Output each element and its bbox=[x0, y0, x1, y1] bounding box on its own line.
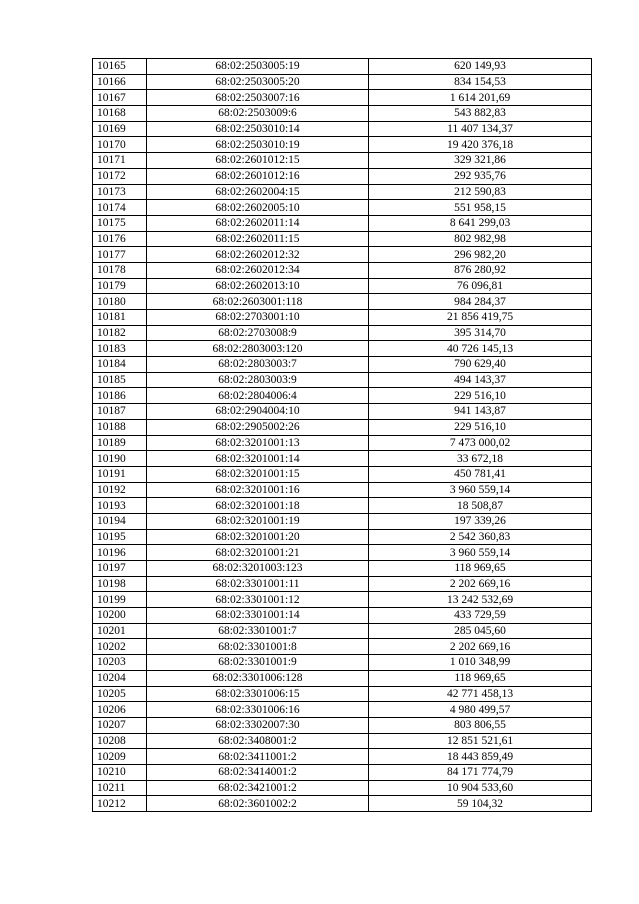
cadastral-value-cell: 4 980 499,57 bbox=[369, 702, 592, 718]
row-number-cell: 10194 bbox=[93, 513, 147, 529]
cadastral-number-cell: 68:02:2601012:16 bbox=[147, 168, 369, 184]
cadastral-value-cell: 212 590,83 bbox=[369, 184, 592, 200]
cadastral-value-cell: 33 672,18 bbox=[369, 451, 592, 467]
cadastral-number-cell: 68:02:2503005:20 bbox=[147, 74, 369, 90]
cadastral-value-cell: 84 171 774,79 bbox=[369, 764, 592, 780]
table-row bbox=[93, 325, 592, 341]
table-row bbox=[93, 106, 592, 122]
table-row bbox=[93, 200, 592, 216]
table-row bbox=[93, 733, 592, 749]
cadastral-number-cell: 68:02:3414001:2 bbox=[147, 764, 369, 780]
cadastral-value-cell: 984 284,37 bbox=[369, 294, 592, 310]
row-number-cell: 10165 bbox=[93, 59, 147, 75]
table-row bbox=[93, 498, 592, 514]
table-row bbox=[93, 435, 592, 451]
row-number-cell: 10202 bbox=[93, 639, 147, 655]
table-row bbox=[93, 90, 592, 106]
table-row bbox=[93, 717, 592, 733]
cadastral-number-cell: 68:02:3201001:18 bbox=[147, 498, 369, 514]
cadastral-number-cell: 68:02:2601012:15 bbox=[147, 153, 369, 169]
cadastral-number-cell: 68:02:3201001:16 bbox=[147, 482, 369, 498]
cadastral-value-cell: 21 856 419,75 bbox=[369, 310, 592, 326]
row-number-cell: 10184 bbox=[93, 357, 147, 373]
cadastral-number-cell: 68:02:2503005:19 bbox=[147, 59, 369, 75]
cadastral-number-cell: 68:02:2703001:10 bbox=[147, 310, 369, 326]
cadastral-number-cell: 68:02:2603001:118 bbox=[147, 294, 369, 310]
table-row bbox=[93, 231, 592, 247]
table-row bbox=[93, 749, 592, 765]
table-row bbox=[93, 372, 592, 388]
table-row bbox=[93, 764, 592, 780]
cadastral-value-cell: 285 045,60 bbox=[369, 623, 592, 639]
cadastral-value-cell: 10 904 533,60 bbox=[369, 780, 592, 796]
cadastral-number-cell: 68:02:3408001:2 bbox=[147, 733, 369, 749]
row-number-cell: 10172 bbox=[93, 168, 147, 184]
table-row bbox=[93, 215, 592, 231]
table-row bbox=[93, 608, 592, 624]
cadastral-number-cell: 68:02:3201001:15 bbox=[147, 466, 369, 482]
row-number-cell: 10193 bbox=[93, 498, 147, 514]
table-row bbox=[93, 184, 592, 200]
table-row bbox=[93, 670, 592, 686]
row-number-cell: 10188 bbox=[93, 419, 147, 435]
cadastral-value-cell: 3 960 559,14 bbox=[369, 482, 592, 498]
row-number-cell: 10191 bbox=[93, 466, 147, 482]
row-number-cell: 10192 bbox=[93, 482, 147, 498]
cadastral-number-cell: 68:02:3301006:16 bbox=[147, 702, 369, 718]
cadastral-value-cell: 292 935,76 bbox=[369, 168, 592, 184]
cadastral-value-cell: 11 407 134,37 bbox=[369, 121, 592, 137]
table-row bbox=[93, 137, 592, 153]
cadastral-number-cell: 68:02:2803003:120 bbox=[147, 341, 369, 357]
table-row bbox=[93, 545, 592, 561]
cadastral-value-cell: 329 321,86 bbox=[369, 153, 592, 169]
table-row bbox=[93, 702, 592, 718]
table-row bbox=[93, 262, 592, 278]
cadastral-value-cell: 876 280,92 bbox=[369, 262, 592, 278]
row-number-cell: 10199 bbox=[93, 592, 147, 608]
row-number-cell: 10203 bbox=[93, 655, 147, 671]
row-number-cell: 10198 bbox=[93, 576, 147, 592]
table-row bbox=[93, 247, 592, 263]
row-number-cell: 10209 bbox=[93, 749, 147, 765]
cadastral-number-cell: 68:02:2602011:15 bbox=[147, 231, 369, 247]
row-number-cell: 10186 bbox=[93, 388, 147, 404]
row-number-cell: 10200 bbox=[93, 608, 147, 624]
cadastral-value-cell: 2 542 360,83 bbox=[369, 529, 592, 545]
cadastral-value-cell: 551 958,15 bbox=[369, 200, 592, 216]
row-number-cell: 10204 bbox=[93, 670, 147, 686]
row-number-cell: 10210 bbox=[93, 764, 147, 780]
cadastral-number-cell: 68:02:2503007:16 bbox=[147, 90, 369, 106]
table-row bbox=[93, 529, 592, 545]
cadastral-number-cell: 68:02:2804006:4 bbox=[147, 388, 369, 404]
table-row bbox=[93, 121, 592, 137]
cadastral-number-cell: 68:02:2602012:34 bbox=[147, 262, 369, 278]
row-number-cell: 10171 bbox=[93, 153, 147, 169]
cadastral-value-cell: 802 982,98 bbox=[369, 231, 592, 247]
cadastral-number-cell: 68:02:3301001:7 bbox=[147, 623, 369, 639]
table-row bbox=[93, 623, 592, 639]
cadastral-number-cell: 68:02:3201001:14 bbox=[147, 451, 369, 467]
cadastral-value-cell: 40 726 145,13 bbox=[369, 341, 592, 357]
table-row bbox=[93, 592, 592, 608]
row-number-cell: 10181 bbox=[93, 310, 147, 326]
cadastral-value-cell: 620 149,93 bbox=[369, 59, 592, 75]
table-row bbox=[93, 466, 592, 482]
cadastral-value-cell: 18 508,87 bbox=[369, 498, 592, 514]
cadastral-value-cell: 18 443 859,49 bbox=[369, 749, 592, 765]
table-row bbox=[93, 168, 592, 184]
cadastral-number-cell: 68:02:3411001:2 bbox=[147, 749, 369, 765]
cadastral-number-cell: 68:02:3201001:20 bbox=[147, 529, 369, 545]
row-number-cell: 10180 bbox=[93, 294, 147, 310]
cadastral-value-cell: 42 771 458,13 bbox=[369, 686, 592, 702]
cadastral-number-cell: 68:02:3301001:12 bbox=[147, 592, 369, 608]
row-number-cell: 10187 bbox=[93, 404, 147, 420]
document-page bbox=[92, 58, 592, 812]
cadastral-value-cell: 229 516,10 bbox=[369, 419, 592, 435]
cadastral-value-cell: 8 641 299,03 bbox=[369, 215, 592, 231]
cadastral-value-cell: 494 143,37 bbox=[369, 372, 592, 388]
table-row bbox=[93, 639, 592, 655]
row-number-cell: 10177 bbox=[93, 247, 147, 263]
cadastral-value-cell: 1 010 348,99 bbox=[369, 655, 592, 671]
cadastral-value-cell: 941 143,87 bbox=[369, 404, 592, 420]
row-number-cell: 10173 bbox=[93, 184, 147, 200]
table-row bbox=[93, 482, 592, 498]
cadastral-value-cell: 197 339,26 bbox=[369, 513, 592, 529]
cadastral-value-cell: 2 202 669,16 bbox=[369, 639, 592, 655]
row-number-cell: 10179 bbox=[93, 278, 147, 294]
table-row bbox=[93, 686, 592, 702]
cadastral-number-cell: 68:02:2602011:14 bbox=[147, 215, 369, 231]
cadastral-value-cell: 790 629,40 bbox=[369, 357, 592, 373]
table-row bbox=[93, 796, 592, 812]
row-number-cell: 10178 bbox=[93, 262, 147, 278]
row-number-cell: 10205 bbox=[93, 686, 147, 702]
table-row bbox=[93, 576, 592, 592]
cadastral-number-cell: 68:02:2602013:10 bbox=[147, 278, 369, 294]
row-number-cell: 10212 bbox=[93, 796, 147, 812]
table-row bbox=[93, 153, 592, 169]
cadastral-number-cell: 68:02:3201003:123 bbox=[147, 561, 369, 577]
table-row bbox=[93, 780, 592, 796]
row-number-cell: 10169 bbox=[93, 121, 147, 137]
row-number-cell: 10196 bbox=[93, 545, 147, 561]
cadastral-value-cell: 76 096,81 bbox=[369, 278, 592, 294]
cadastral-value-cell: 2 202 669,16 bbox=[369, 576, 592, 592]
table-row bbox=[93, 451, 592, 467]
row-number-cell: 10176 bbox=[93, 231, 147, 247]
table-body bbox=[93, 59, 592, 812]
cadastral-value-cell: 803 806,55 bbox=[369, 717, 592, 733]
cadastral-number-cell: 68:02:3201001:21 bbox=[147, 545, 369, 561]
cadastral-number-cell: 68:02:2803003:9 bbox=[147, 372, 369, 388]
row-number-cell: 10170 bbox=[93, 137, 147, 153]
table-row bbox=[93, 404, 592, 420]
cadastral-number-cell: 68:02:3201001:13 bbox=[147, 435, 369, 451]
cadastral-number-cell: 68:02:2503010:19 bbox=[147, 137, 369, 153]
row-number-cell: 10207 bbox=[93, 717, 147, 733]
row-number-cell: 10197 bbox=[93, 561, 147, 577]
row-number-cell: 10168 bbox=[93, 106, 147, 122]
table-row bbox=[93, 655, 592, 671]
row-number-cell: 10167 bbox=[93, 90, 147, 106]
cadastral-number-cell: 68:02:3302007:30 bbox=[147, 717, 369, 733]
cadastral-value-cell: 1 614 201,69 bbox=[369, 90, 592, 106]
cadastral-value-cell: 450 781,41 bbox=[369, 466, 592, 482]
row-number-cell: 10195 bbox=[93, 529, 147, 545]
row-number-cell: 10190 bbox=[93, 451, 147, 467]
row-number-cell: 10208 bbox=[93, 733, 147, 749]
cadastral-number-cell: 68:02:2602005:10 bbox=[147, 200, 369, 216]
table-row bbox=[93, 419, 592, 435]
table-row bbox=[93, 310, 592, 326]
cadastral-value-table bbox=[92, 58, 592, 812]
row-number-cell: 10185 bbox=[93, 372, 147, 388]
cadastral-number-cell: 68:02:3301001:8 bbox=[147, 639, 369, 655]
row-number-cell: 10183 bbox=[93, 341, 147, 357]
table-row bbox=[93, 388, 592, 404]
cadastral-value-cell: 296 982,20 bbox=[369, 247, 592, 263]
table-row bbox=[93, 357, 592, 373]
cadastral-value-cell: 433 729,59 bbox=[369, 608, 592, 624]
row-number-cell: 10174 bbox=[93, 200, 147, 216]
row-number-cell: 10175 bbox=[93, 215, 147, 231]
row-number-cell: 10182 bbox=[93, 325, 147, 341]
cadastral-value-cell: 118 969,65 bbox=[369, 670, 592, 686]
cadastral-value-cell: 12 851 521,61 bbox=[369, 733, 592, 749]
row-number-cell: 10211 bbox=[93, 780, 147, 796]
cadastral-value-cell: 19 420 376,18 bbox=[369, 137, 592, 153]
cadastral-number-cell: 68:02:2904004:10 bbox=[147, 404, 369, 420]
table-row bbox=[93, 59, 592, 75]
cadastral-number-cell: 68:02:3421001:2 bbox=[147, 780, 369, 796]
cadastral-number-cell: 68:02:3301001:11 bbox=[147, 576, 369, 592]
table-row bbox=[93, 513, 592, 529]
cadastral-number-cell: 68:02:3301001:14 bbox=[147, 608, 369, 624]
cadastral-value-cell: 13 242 532,69 bbox=[369, 592, 592, 608]
cadastral-number-cell: 68:02:2803003:7 bbox=[147, 357, 369, 373]
table-row bbox=[93, 341, 592, 357]
row-number-cell: 10201 bbox=[93, 623, 147, 639]
cadastral-number-cell: 68:02:3301006:128 bbox=[147, 670, 369, 686]
row-number-cell: 10206 bbox=[93, 702, 147, 718]
cadastral-number-cell: 68:02:2703008:9 bbox=[147, 325, 369, 341]
cadastral-value-cell: 543 882,83 bbox=[369, 106, 592, 122]
cadastral-value-cell: 834 154,53 bbox=[369, 74, 592, 90]
cadastral-number-cell: 68:02:2905002:26 bbox=[147, 419, 369, 435]
row-number-cell: 10166 bbox=[93, 74, 147, 90]
cadastral-number-cell: 68:02:2503010:14 bbox=[147, 121, 369, 137]
table-row bbox=[93, 278, 592, 294]
cadastral-value-cell: 229 516,10 bbox=[369, 388, 592, 404]
cadastral-number-cell: 68:02:2503009:6 bbox=[147, 106, 369, 122]
cadastral-value-cell: 59 104,32 bbox=[369, 796, 592, 812]
cadastral-number-cell: 68:02:3601002:2 bbox=[147, 796, 369, 812]
cadastral-value-cell: 118 969,65 bbox=[369, 561, 592, 577]
cadastral-value-cell: 7 473 000,02 bbox=[369, 435, 592, 451]
cadastral-value-cell: 3 960 559,14 bbox=[369, 545, 592, 561]
table-row bbox=[93, 74, 592, 90]
cadastral-number-cell: 68:02:3301001:9 bbox=[147, 655, 369, 671]
table-row bbox=[93, 294, 592, 310]
cadastral-number-cell: 68:02:2602004:15 bbox=[147, 184, 369, 200]
cadastral-value-cell: 395 314,70 bbox=[369, 325, 592, 341]
cadastral-number-cell: 68:02:3301006:15 bbox=[147, 686, 369, 702]
cadastral-number-cell: 68:02:3201001:19 bbox=[147, 513, 369, 529]
cadastral-number-cell: 68:02:2602012:32 bbox=[147, 247, 369, 263]
table-row bbox=[93, 561, 592, 577]
row-number-cell: 10189 bbox=[93, 435, 147, 451]
